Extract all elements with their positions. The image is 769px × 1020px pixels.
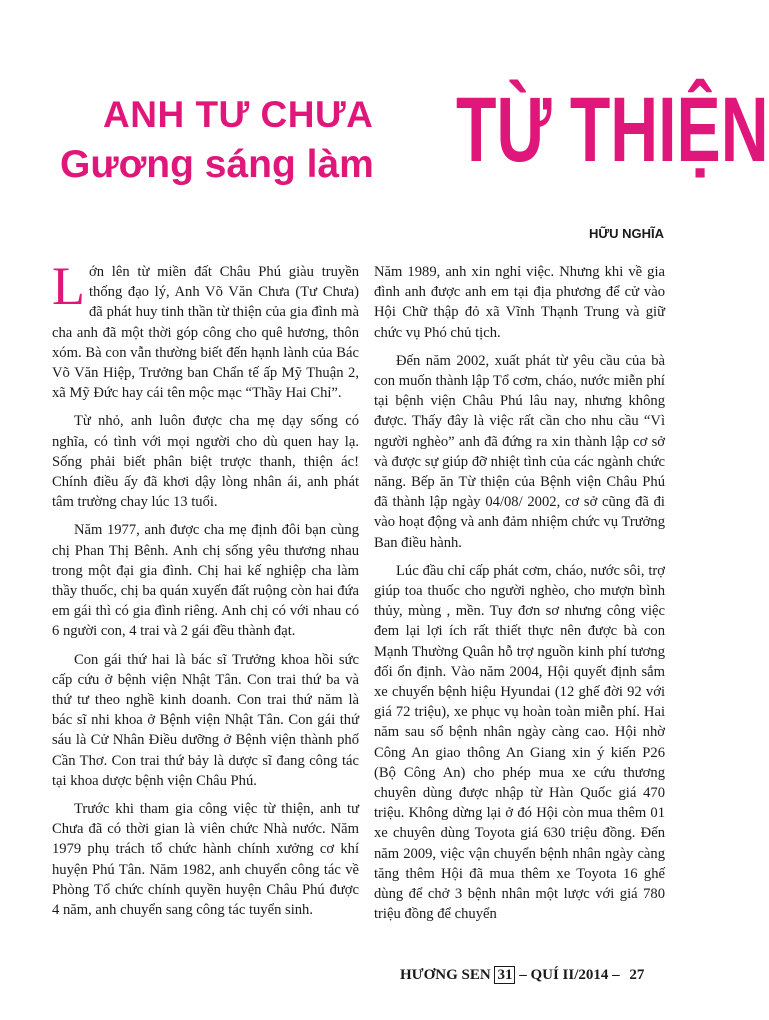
- paragraph: Trước khi tham gia công việc từ thiện, anh tư Chưa đã có thời gian là viên chức Nhà nước. Năm 1979 phụ trách tổ chức hành chính xưởng cơ khí huyện Phú Tân. Năm 1982, anh chuyển công tác về Phòng Tổ chức chính quyền huyện Châu Phú được 4 năm, anh chuyển sang công tác tuyển sinh.: [52, 801, 359, 919]
- paragraph-text: ớn lên từ miền đất Châu Phú giàu truyền thống đạo lý, Anh Võ Văn Chưa (Tư Chưa) đã phát huy tinh thần từ thiện của gia đình mà cha anh đã một thời góp công cho quê hương, thôn xóm. Bà con vẫn thường biết đến hạnh lành của Bác Võ Văn Hiệp, Trưởng ban Chẩn tế ấp Mỹ Thuận 2, xã Mỹ Đức hay cái tên mộc mạc “Thầy Hai Chỉ”.: [52, 264, 359, 402]
- article-title-line2: Gương sáng làm: [60, 143, 374, 186]
- issue-number-box: 31: [494, 966, 515, 984]
- author-byline: HỮU NGHĨA: [588, 226, 664, 241]
- article-title-line1: ANH TƯ CHƯA: [103, 94, 374, 135]
- paragraph: Đến năm 2002, xuất phát từ yêu cầu của bà con muốn thành lập Tổ cơm, cháo, nước miễn phí tại bệnh viện Châu Phú lâu nay, nhưng không được. Thấy đây là việc rất cần cho nhu cầu “Vì người nghèo” anh đã đứng ra xin thành lập cơ sở và được sự giúp đỡ nhiệt tình của các ngành chức năng. Bếp ăn Từ thiện của Bệnh viện Châu Phú đã thành lập ngày 04/08/ 2002, cơ sở cũng đã đi vào hoạt động và anh đảm nhiệm chức vụ Trưởng Ban điều hành.: [374, 352, 665, 551]
- paragraph: Con gái thứ hai là bác sĩ Trưởng khoa hồi sức cấp cứu ở bệnh viện Nhật Tân. Con trai thứ ba và thứ tư theo nghề kinh doanh. Con trai thứ năm là bác sĩ nhi khoa ở Bệnh viện Nhật Tân. Con gái thứ sáu là Cử Nhân Điều dưỡng ở Bệnh viện thành phố Cần Thơ. Con trai thứ bảy là dược sĩ đang công tác tại khoa dược bệnh viện Châu Phú.: [52, 651, 359, 789]
- right-column: [374, 262, 665, 933]
- paragraph: Năm 1989, anh xin nghỉ việc. Nhưng khi về gia đình anh được anh em tại địa phương để cử vào Hội Chữ thập đỏ xã Vĩnh Thạnh Trung và giữ chức vụ Phó chủ tịch.: [374, 264, 665, 341]
- article-title-big: TỪ THIỆN: [456, 79, 769, 181]
- page-number: 27: [629, 967, 645, 983]
- page-footer: [400, 966, 644, 984]
- issue-quarter: – QUÍ II/2014 –: [519, 967, 620, 983]
- paragraph: Năm 1977, anh được cha mẹ định đôi bạn cùng chị Phan Thị Bênh. Anh chị sống yêu thương nhau trong một đại gia đình. Chị hai kế nghiệp cha làm thầy thuốc, chị ba quán xuyến đất ruộng còn hai đứa em gái thì có gia đình riêng. Anh chị có với nhau có 6 người con, 4 trai và 2 gái đều thành đạt.: [52, 522, 359, 640]
- paragraph: [52, 256, 359, 403]
- paragraph: Từ nhỏ, anh luôn được cha mẹ dạy sống có nghĩa, có tình với mọi người cho dù quen hay lạ. Sống phải biết phân biệt trược thanh, thiện ác! Chính điều ấy đã khơi dậy lòng nhân ái, anh phát tâm trường chay lúc 13 tuổi.: [52, 413, 359, 511]
- drop-cap: L: [52, 256, 85, 316]
- magazine-name: HƯƠNG SEN: [400, 967, 491, 983]
- paragraph: Lúc đầu chỉ cấp phát cơm, cháo, nước sôi, trợ giúp toa thuốc cho người nghèo, cho mượn bình thủy, mùng , mền. Tuy đơn sơ nhưng công việc đem lại lợi ích rất thiết thực nên được bà con Mạnh Thường Quân hỗ trợ nguồn kinh phí tương đối ổn định. Vào năm 2004, Hội quyết định sắm xe chuyển bệnh hiệu Hyundai (12 ghế đời 92 với giá 72 triệu), xe phục vụ hoàn toàn miễn phí. Hai năm sau số bệnh nhân ngày càng cao. Hội nhờ Công An giao thông An Giang xin ý kiến P26 (Bộ Công An) cho phép mua xe cứu thương chuyên dùng được nhập từ Hàn Quốc giá 470 triệu. Không dừng lại ở đó Hội còn mua thêm 01 xe chuyên dùng Toyota giá 630 triệu đồng. Đến năm 2009, việc vận chuyển bệnh nhân ngày càng tăng thêm Hội đã mua thêm xe Toyota 16 ghế dùng để chở 3 bệnh nhân một lược với giá 780 triệu đồng để chuyển: [374, 562, 665, 923]
- left-column: [52, 256, 359, 928]
